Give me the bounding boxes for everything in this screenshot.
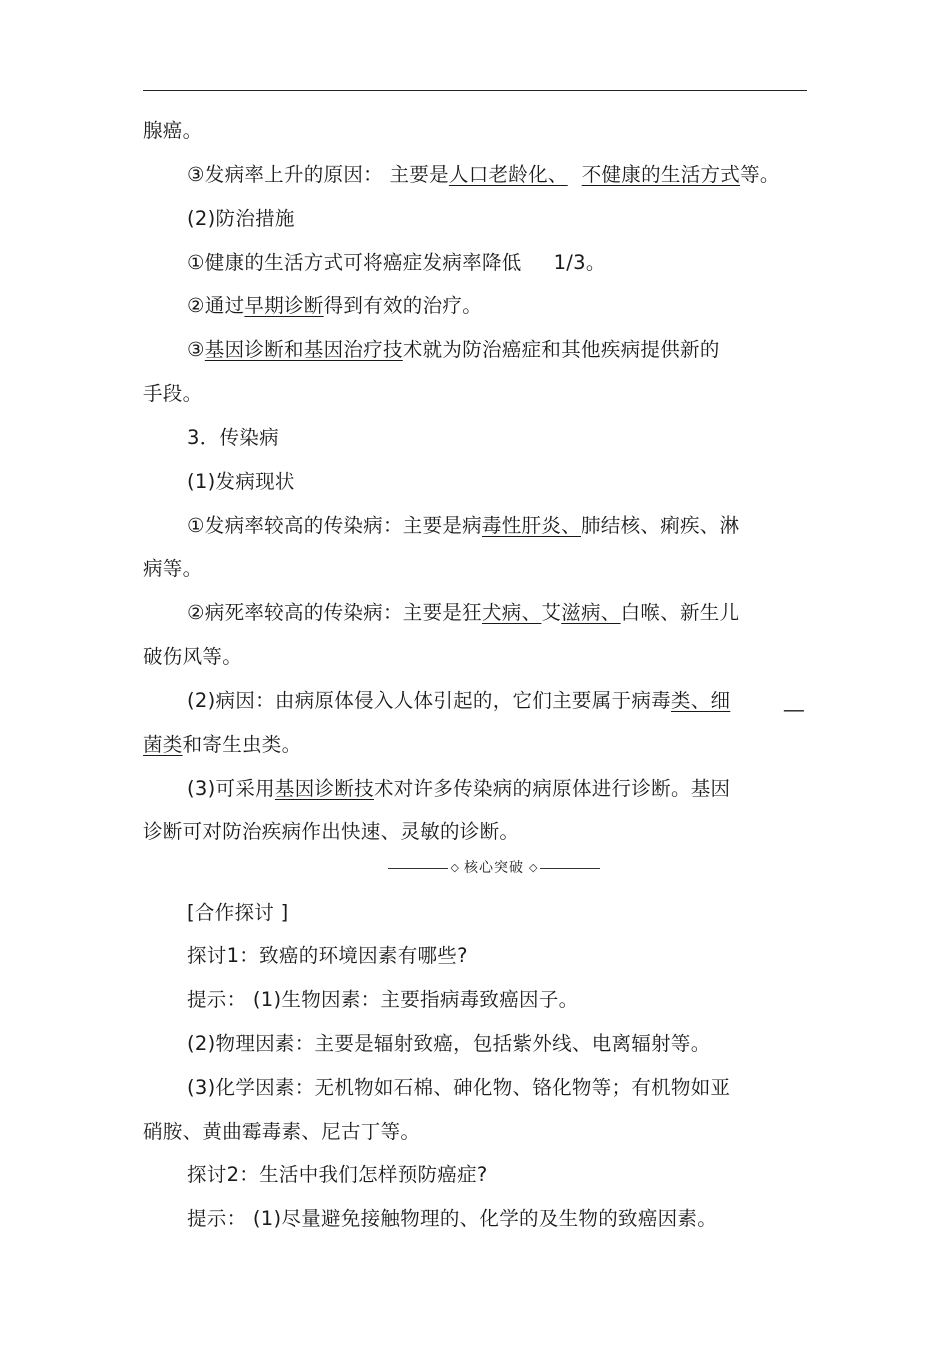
text-span: ③发病率上升的原因： 主要是 <box>187 163 449 186</box>
text-line <box>187 899 289 927</box>
text-line <box>187 161 780 189</box>
underlined-answer: 不健康的生活方式 <box>581 163 741 186</box>
underlined-answer: 人口老龄化、 <box>448 163 568 186</box>
text-line <box>143 380 202 408</box>
text-span: 白喉、新生儿 <box>620 601 740 624</box>
text-span: 术就为防治癌症和其他疾病提供新的 <box>402 338 720 361</box>
text-span: 硝胺、黄曲霉毒素、尼古丁等。 <box>143 1120 421 1143</box>
divider-line <box>388 868 448 869</box>
text-span: [合作探讨 ] <box>187 901 289 924</box>
section-heading <box>187 424 279 452</box>
text-span: 1/3。 <box>553 251 606 274</box>
underlined-answer: 基因诊断和基因治疗技 <box>204 338 403 361</box>
text-line <box>187 512 739 540</box>
text-line <box>187 336 720 364</box>
text-line <box>143 555 202 583</box>
divider-line <box>540 868 600 869</box>
blank-underline <box>784 687 804 715</box>
divider-label: 核心突破 <box>464 860 524 876</box>
text-span: ①发病率较高的传染病：主要是病 <box>187 514 482 537</box>
text-span: ①健康的生活方式可将癌症发病率降低 <box>187 251 522 274</box>
text-span: 诊断可对防治疾病作出快速、灵敏的诊断。 <box>143 820 520 843</box>
text-span: 探讨1：致癌的环境因素有哪些? <box>187 944 468 967</box>
text-line <box>187 986 578 1014</box>
text-span: ③ <box>187 338 205 361</box>
text-span: __ <box>784 689 805 712</box>
text-line <box>187 687 730 715</box>
text-line <box>187 1074 730 1102</box>
text-line <box>187 249 606 277</box>
diamond-icon: ◇ <box>529 861 538 874</box>
text-span: 手段。 <box>143 382 203 405</box>
text-line <box>187 775 730 803</box>
text-span: 腺癌。 <box>143 119 203 142</box>
underlined-answer: 早期诊断 <box>244 294 324 317</box>
section-divider <box>388 858 600 878</box>
text-span: (1)发病现状 <box>187 470 295 493</box>
text-span: 探讨2：生活中我们怎样预防癌症? <box>187 1163 488 1186</box>
text-span: 艾 <box>541 601 562 624</box>
text-span: 得到有效的治疗。 <box>323 294 482 317</box>
text-span: (3)化学因素：无机物如石棉、砷化物、铬化物等；有机物如亚 <box>187 1076 731 1099</box>
text-line <box>187 942 468 970</box>
text-span: ②通过 <box>187 294 245 317</box>
diamond-icon: ◇ <box>450 861 459 874</box>
text-span: 3．传染病 <box>187 426 279 449</box>
text-span: (2)物理因素：主要是辐射致癌，包括紫外线、电离辐射等。 <box>187 1032 711 1055</box>
underlined-answer: 犬病、 <box>481 601 542 624</box>
text-line <box>143 731 301 759</box>
text-line <box>143 643 242 671</box>
text-span: 病等。 <box>143 557 203 580</box>
text-span: ②病死率较高的传染病：主要是狂 <box>187 601 482 624</box>
header-rule <box>143 90 807 91</box>
text-span: (3)可采用 <box>187 777 275 800</box>
underlined-answer: 菌类 <box>143 733 183 756</box>
text-span: 提示： (1)生物因素：主要指病毒致癌因子。 <box>187 988 579 1011</box>
text-span: 和寄生虫类。 <box>182 733 302 756</box>
text-line <box>143 818 519 846</box>
text-span: 等。 <box>740 163 780 186</box>
text-line <box>143 117 202 145</box>
text-line <box>187 1205 717 1233</box>
text-span: 破伤风等。 <box>143 645 243 668</box>
underlined-answer: 类、细 <box>670 689 731 712</box>
text-span: (2)病因：由病原体侵入人体引起的，它们主要属于病毒 <box>187 689 671 712</box>
text-line <box>187 292 482 320</box>
text-line <box>143 1118 420 1146</box>
text-line <box>187 1030 711 1058</box>
text-span: (2)防治措施 <box>187 207 295 230</box>
text-line <box>187 468 295 496</box>
text-line <box>187 205 295 233</box>
text-span: 提示： (1)尽量避免接触物理的、化学的及生物的致癌因素。 <box>187 1207 718 1230</box>
underlined-answer: 毒性肝炎、 <box>481 514 581 537</box>
text-span: 术对许多传染病的病原体进行诊断。基因 <box>373 777 731 800</box>
underlined-answer: 基因诊断技 <box>274 777 374 800</box>
text-span: 肺结核、痢疾、淋 <box>581 514 740 537</box>
text-line <box>187 1161 488 1189</box>
underlined-answer: 滋病、 <box>561 601 621 624</box>
text-line <box>187 599 739 627</box>
